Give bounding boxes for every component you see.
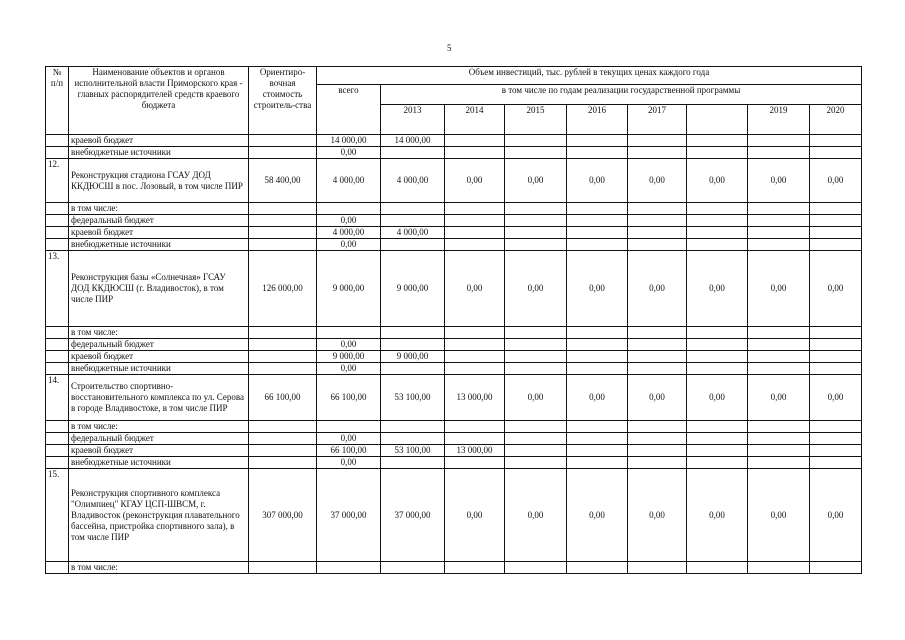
header-no: № п/п (46, 67, 69, 135)
row-year-value (810, 147, 862, 159)
row-year-value (628, 239, 687, 251)
detail-row (46, 215, 862, 227)
row-year-value (628, 445, 687, 457)
row-total: 4 000,00 (317, 159, 381, 203)
row-name: краевой бюджет (69, 445, 249, 457)
row-name: краевой бюджет (69, 227, 249, 239)
row-year-value (567, 135, 628, 147)
row-year-value (567, 239, 628, 251)
row-cost (249, 433, 317, 445)
row-year-value (628, 215, 687, 227)
row-name: в том числе: (69, 421, 249, 433)
row-year-value (445, 351, 505, 363)
row-total: 0,00 (317, 339, 381, 351)
detail-row (46, 363, 862, 375)
row-year-value: 0,00 (810, 375, 862, 421)
row-total: 0,00 (317, 433, 381, 445)
header-row-1 (46, 67, 862, 85)
row-name: Реконструкция базы «Солнечная» ГСАУ ДОД ККДЮСШ (г. Владивосток), в том числе ПИР (69, 251, 249, 327)
row-number: 12. (46, 159, 69, 203)
row-total (317, 203, 381, 215)
row-year-value (445, 562, 505, 574)
row-year-value (567, 421, 628, 433)
row-year-value (505, 327, 567, 339)
row-year-value (505, 215, 567, 227)
row-year-value (381, 203, 445, 215)
row-year-value (567, 215, 628, 227)
row-number (46, 327, 69, 339)
year-cell: 2013 (381, 105, 445, 135)
row-cost (249, 457, 317, 469)
detail-row (46, 203, 862, 215)
row-year-value (445, 363, 505, 375)
row-number: 13. (46, 251, 69, 327)
row-name: в том числе: (69, 327, 249, 339)
row-year-value (381, 562, 445, 574)
row-year-value (748, 351, 810, 363)
row-year-value (748, 421, 810, 433)
row-year-value (687, 457, 748, 469)
row-year-value: 0,00 (567, 251, 628, 327)
row-year-value (687, 339, 748, 351)
row-year-value (687, 203, 748, 215)
row-year-value: 0,00 (628, 159, 687, 203)
row-year-value (505, 203, 567, 215)
row-year-value (381, 363, 445, 375)
row-number (46, 445, 69, 457)
row-year-value: 0,00 (810, 251, 862, 327)
row-year-value: 13 000,00 (445, 445, 505, 457)
row-name: федеральный бюджет (69, 339, 249, 351)
row-year-value: 53 100,00 (381, 375, 445, 421)
row-name: в том числе: (69, 203, 249, 215)
row-number (46, 239, 69, 251)
row-year-value (381, 339, 445, 351)
row-year-value (445, 433, 505, 445)
row-year-value (381, 433, 445, 445)
row-year-value (810, 327, 862, 339)
row-year-value (687, 327, 748, 339)
row-year-value: 13 000,00 (445, 375, 505, 421)
row-year-value: 0,00 (687, 469, 748, 562)
row-year-value (628, 351, 687, 363)
row-year-value (567, 327, 628, 339)
row-name: Реконструкция стадиона ГСАУ ДОД ККДЮСШ в пос. Лозовый, в том числе ПИР (69, 159, 249, 203)
row-year-value (445, 203, 505, 215)
row-year-value: 0,00 (445, 251, 505, 327)
header-cost: Ориентиро-вочная стоимость строитель-ства (249, 67, 317, 135)
row-cost (249, 227, 317, 239)
year-cell: 2017 (628, 105, 687, 135)
row-year-value: 0,00 (810, 159, 862, 203)
row-year-value (628, 135, 687, 147)
row-year-value (505, 445, 567, 457)
row-year-value (628, 562, 687, 574)
row-number (46, 562, 69, 574)
row-year-value: 0,00 (505, 469, 567, 562)
detail-row (46, 227, 862, 239)
row-year-value: 0,00 (687, 375, 748, 421)
row-name: внебюджетные источники (69, 457, 249, 469)
row-number: 15. (46, 469, 69, 562)
row-number (46, 351, 69, 363)
row-year-value: 0,00 (810, 469, 862, 562)
row-name: внебюджетные источники (69, 239, 249, 251)
year-cell: 2019 (748, 105, 810, 135)
row-total: 14 000,00 (317, 135, 381, 147)
row-year-value (810, 203, 862, 215)
row-cost (249, 239, 317, 251)
row-year-value (505, 363, 567, 375)
row-total: 0,00 (317, 457, 381, 469)
row-number (46, 433, 69, 445)
row-year-value (748, 433, 810, 445)
detail-row (46, 135, 862, 147)
row-year-value (748, 203, 810, 215)
row-year-value: 0,00 (748, 251, 810, 327)
detail-row (46, 421, 862, 433)
row-year-value: 0,00 (505, 251, 567, 327)
row-year-value (687, 562, 748, 574)
row-year-value (748, 457, 810, 469)
row-year-value (628, 457, 687, 469)
row-total: 0,00 (317, 239, 381, 251)
row-year-value (445, 239, 505, 251)
detail-row (46, 562, 862, 574)
row-year-value: 53 100,00 (381, 445, 445, 457)
row-year-value (567, 363, 628, 375)
row-year-value (810, 351, 862, 363)
row-total: 4 000,00 (317, 227, 381, 239)
row-year-value (810, 421, 862, 433)
row-year-value: 0,00 (505, 159, 567, 203)
row-year-value (381, 239, 445, 251)
year-cell: 2016 (567, 105, 628, 135)
row-year-value (628, 203, 687, 215)
row-name: краевой бюджет (69, 351, 249, 363)
row-number: 14. (46, 375, 69, 421)
row-year-value (381, 327, 445, 339)
row-year-value (505, 562, 567, 574)
row-cost (249, 339, 317, 351)
row-year-value: 4 000,00 (381, 227, 445, 239)
row-year-value (505, 227, 567, 239)
row-name: внебюджетные источники (69, 363, 249, 375)
year-cell: 2020 (810, 105, 862, 135)
row-number (46, 421, 69, 433)
page-number: 5 (447, 43, 452, 53)
row-year-value (810, 445, 862, 457)
row-cost: 66 100,00 (249, 375, 317, 421)
row-year-value (748, 562, 810, 574)
row-year-value (628, 327, 687, 339)
row-year-value (381, 215, 445, 227)
row-year-value (567, 457, 628, 469)
object-row (46, 375, 862, 421)
row-year-value (748, 239, 810, 251)
row-year-value (628, 227, 687, 239)
row-year-value (505, 433, 567, 445)
row-year-value (505, 421, 567, 433)
row-year-value: 0,00 (687, 159, 748, 203)
row-year-value (445, 135, 505, 147)
row-number (46, 147, 69, 159)
header-total: всего (317, 85, 381, 135)
row-cost (249, 421, 317, 433)
row-cost (249, 351, 317, 363)
row-year-value (628, 147, 687, 159)
row-name: федеральный бюджет (69, 215, 249, 227)
row-year-value: 9 000,00 (381, 351, 445, 363)
row-total: 0,00 (317, 147, 381, 159)
row-year-value: 0,00 (628, 469, 687, 562)
row-year-value (505, 339, 567, 351)
row-year-value (810, 562, 862, 574)
detail-row (46, 433, 862, 445)
row-year-value (381, 147, 445, 159)
row-cost: 307 000,00 (249, 469, 317, 562)
row-year-value (505, 351, 567, 363)
row-total: 9 000,00 (317, 351, 381, 363)
row-year-value: 0,00 (567, 375, 628, 421)
row-name: в том числе: (69, 562, 249, 574)
row-year-value (687, 135, 748, 147)
row-year-value (687, 421, 748, 433)
row-year-value (687, 433, 748, 445)
row-name: краевой бюджет (69, 135, 249, 147)
detail-row (46, 147, 862, 159)
row-year-value (567, 562, 628, 574)
row-year-value: 0,00 (505, 375, 567, 421)
row-year-value (567, 339, 628, 351)
row-year-value: 37 000,00 (381, 469, 445, 562)
row-year-value: 0,00 (687, 251, 748, 327)
row-year-value: 0,00 (748, 159, 810, 203)
row-total (317, 562, 381, 574)
row-year-value: 4 000,00 (381, 159, 445, 203)
row-year-value (810, 239, 862, 251)
row-year-value (748, 339, 810, 351)
row-year-value: 0,00 (445, 159, 505, 203)
row-cost: 126 000,00 (249, 251, 317, 327)
row-cost (249, 363, 317, 375)
row-year-value (567, 433, 628, 445)
row-cost (249, 327, 317, 339)
row-year-value (810, 363, 862, 375)
row-total: 9 000,00 (317, 251, 381, 327)
row-year-value (687, 227, 748, 239)
row-total (317, 327, 381, 339)
row-year-value: 0,00 (628, 251, 687, 327)
row-year-value (748, 227, 810, 239)
investment-table (45, 66, 862, 574)
row-year-value (628, 339, 687, 351)
row-total: 0,00 (317, 363, 381, 375)
row-year-value (748, 363, 810, 375)
row-year-value (567, 203, 628, 215)
row-year-value (628, 363, 687, 375)
detail-row (46, 339, 862, 351)
row-year-value (505, 457, 567, 469)
detail-row (46, 239, 862, 251)
row-total: 66 100,00 (317, 445, 381, 457)
row-year-value: 0,00 (748, 469, 810, 562)
row-year-value: 0,00 (445, 469, 505, 562)
row-number (46, 339, 69, 351)
year-cell: 2015 (505, 105, 567, 135)
row-year-value (687, 363, 748, 375)
row-year-value (748, 135, 810, 147)
detail-row (46, 327, 862, 339)
header-investment: Объем инвестиций, тыс. рублей в текущих ценах каждого года (317, 67, 862, 85)
detail-row (46, 351, 862, 363)
row-year-value (445, 227, 505, 239)
row-year-value (567, 147, 628, 159)
object-row (46, 469, 862, 562)
year-cell: 2014 (445, 105, 505, 135)
row-year-value (445, 327, 505, 339)
row-year-value (810, 457, 862, 469)
row-cost (249, 562, 317, 574)
row-year-value (687, 147, 748, 159)
row-year-value (505, 147, 567, 159)
row-year-value (445, 457, 505, 469)
row-number (46, 135, 69, 147)
detail-row (46, 457, 862, 469)
row-year-value (628, 421, 687, 433)
row-year-value (567, 227, 628, 239)
row-year-value: 14 000,00 (381, 135, 445, 147)
row-year-value (687, 351, 748, 363)
row-year-value (381, 421, 445, 433)
row-name: Строительство спортивно-восстановительного комплекса по ул. Серова в городе Владивостоке, в том числе ПИР (69, 375, 249, 421)
detail-row (46, 445, 862, 457)
row-year-value: 0,00 (567, 159, 628, 203)
row-name: внебюджетные источники (69, 147, 249, 159)
row-year-value: 0,00 (748, 375, 810, 421)
row-cost (249, 147, 317, 159)
row-year-value (748, 445, 810, 457)
header-name: Наименование объектов и органов исполнительной власти Приморского края - главных распорядителей средств краевого бюджета (69, 67, 249, 135)
row-year-value: 0,00 (628, 375, 687, 421)
object-row (46, 251, 862, 327)
row-total (317, 421, 381, 433)
row-year-value (687, 239, 748, 251)
row-cost (249, 445, 317, 457)
row-cost (249, 215, 317, 227)
row-year-value (810, 339, 862, 351)
row-year-value (567, 445, 628, 457)
row-year-value (687, 215, 748, 227)
row-year-value (567, 351, 628, 363)
row-name: федеральный бюджет (69, 433, 249, 445)
row-number (46, 227, 69, 239)
row-year-value (810, 227, 862, 239)
row-total: 37 000,00 (317, 469, 381, 562)
object-row (46, 159, 862, 203)
row-number (46, 215, 69, 227)
row-number (46, 203, 69, 215)
year-cell (687, 105, 748, 135)
row-year-value (810, 433, 862, 445)
row-year-value (810, 135, 862, 147)
row-cost (249, 203, 317, 215)
header-by-years: в том числе по годам реализации государственной программы (381, 85, 862, 105)
row-cost: 58 400,00 (249, 159, 317, 203)
row-year-value (810, 215, 862, 227)
row-year-value (381, 457, 445, 469)
row-year-value (748, 147, 810, 159)
row-year-value (505, 135, 567, 147)
row-number (46, 363, 69, 375)
row-year-value: 9 000,00 (381, 251, 445, 327)
row-year-value (445, 421, 505, 433)
row-year-value (748, 327, 810, 339)
row-year-value (505, 239, 567, 251)
row-cost (249, 135, 317, 147)
row-year-value (687, 445, 748, 457)
row-total: 0,00 (317, 215, 381, 227)
row-number (46, 457, 69, 469)
row-year-value (628, 433, 687, 445)
row-year-value (445, 147, 505, 159)
row-name: Реконструкция спортивного комплекса "Олимпиец" КГАУ ЦСП-ШВСМ, г. Владивосток (реконструкция плавательного бассейна, пристройка спортивного зала), в том числе ПИР (69, 469, 249, 562)
row-year-value (748, 215, 810, 227)
row-total: 66 100,00 (317, 375, 381, 421)
row-year-value (445, 339, 505, 351)
row-year-value (445, 215, 505, 227)
row-year-value: 0,00 (567, 469, 628, 562)
